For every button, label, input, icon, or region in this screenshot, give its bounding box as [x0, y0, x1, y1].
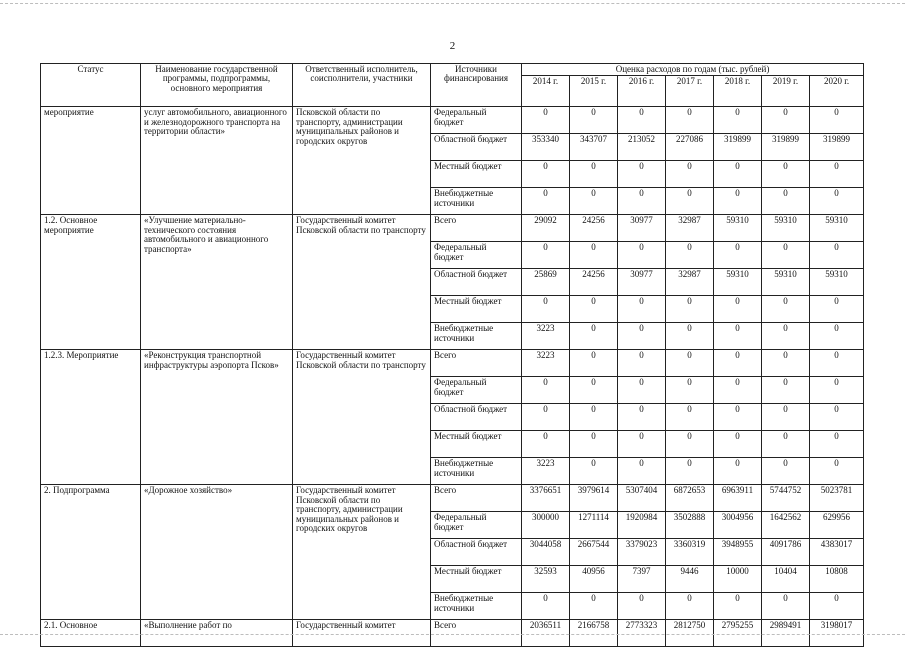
row-amount: 0: [570, 323, 618, 350]
header-year: 2020 г.: [810, 76, 864, 107]
row-amount: 0: [762, 161, 810, 188]
row-amount: 10404: [762, 566, 810, 593]
row-amount: 5023781: [810, 485, 864, 512]
row-amount: 0: [666, 242, 714, 269]
row-funding-source: Внебюджетные источники: [431, 593, 522, 620]
row-amount: 3379023: [618, 539, 666, 566]
row-amount: 3223: [522, 350, 570, 377]
row-amount: 30977: [618, 269, 666, 296]
row-amount: 0: [810, 350, 864, 377]
row-amount: 2812750: [666, 620, 714, 647]
row-amount: 0: [570, 161, 618, 188]
row-amount: 3223: [522, 323, 570, 350]
row-amount: 0: [714, 188, 762, 215]
row-amount: 0: [714, 350, 762, 377]
row-amount: 0: [810, 161, 864, 188]
row-funding-source: Всего: [431, 620, 522, 647]
row-funding-source: Областной бюджет: [431, 404, 522, 431]
row-funding-source: Областной бюджет: [431, 134, 522, 161]
row-amount: 353340: [522, 134, 570, 161]
row-funding-source: Местный бюджет: [431, 161, 522, 188]
row-amount: 0: [666, 350, 714, 377]
row-amount: 0: [810, 242, 864, 269]
row-amount: 32987: [666, 269, 714, 296]
row-amount: 3502888: [666, 512, 714, 539]
row-amount: 0: [618, 593, 666, 620]
row-amount: 0: [570, 458, 618, 485]
row-funding-source: Федеральный бюджет: [431, 377, 522, 404]
row-amount: 4091786: [762, 539, 810, 566]
row-amount: 0: [570, 431, 618, 458]
row-amount: 0: [762, 323, 810, 350]
row-amount: 6963911: [714, 485, 762, 512]
row-amount: 59310: [714, 215, 762, 242]
header-sources: Источники финансирования: [431, 64, 522, 107]
row-amount: 0: [570, 296, 618, 323]
table-row: [41, 485, 864, 512]
row-amount: 0: [762, 458, 810, 485]
row-amount: 0: [762, 404, 810, 431]
header-year: 2017 г.: [666, 76, 714, 107]
row-amount: 0: [810, 431, 864, 458]
header-responsible: Ответственный исполнитель, соисполнители, участники: [293, 64, 431, 107]
scan-bottom-edge: [0, 634, 905, 635]
row-status: 2.1. Основное: [41, 620, 141, 647]
row-amount: 0: [810, 323, 864, 350]
row-funding-source: Федеральный бюджет: [431, 512, 522, 539]
row-amount: 0: [666, 188, 714, 215]
row-amount: 0: [570, 593, 618, 620]
row-amount: 0: [666, 323, 714, 350]
table-row: [41, 215, 864, 242]
row-amount: 3198017: [810, 620, 864, 647]
row-amount: 0: [714, 404, 762, 431]
row-amount: 0: [570, 188, 618, 215]
row-amount: 0: [762, 593, 810, 620]
header-status: Статус: [41, 64, 141, 107]
row-amount: 0: [618, 350, 666, 377]
row-funding-source: Местный бюджет: [431, 296, 522, 323]
row-amount: 629956: [810, 512, 864, 539]
row-status: 1.2. Основное мероприятие: [41, 215, 141, 350]
header-year: 2015 г.: [570, 76, 618, 107]
row-funding-source: Внебюджетные источники: [431, 458, 522, 485]
row-amount: 319899: [762, 134, 810, 161]
row-amount: 0: [666, 593, 714, 620]
row-amount: 59310: [810, 269, 864, 296]
row-amount: 59310: [714, 269, 762, 296]
table-header: [41, 64, 864, 107]
row-funding-source: Всего: [431, 485, 522, 512]
row-amount: 32593: [522, 566, 570, 593]
budget-table: [40, 63, 864, 647]
row-amount: 0: [618, 377, 666, 404]
row-amount: 0: [618, 404, 666, 431]
row-amount: 0: [666, 107, 714, 134]
row-amount: 0: [522, 377, 570, 404]
row-funding-source: Внебюджетные источники: [431, 188, 522, 215]
row-amount: 7397: [618, 566, 666, 593]
row-program-name: «Дорожное хозяйство»: [141, 485, 293, 620]
row-amount: 1920984: [618, 512, 666, 539]
row-responsible: Государственный комитет Псковской области по транспорту: [293, 215, 431, 350]
row-amount: 343707: [570, 134, 618, 161]
row-amount: 0: [714, 323, 762, 350]
row-responsible: Государственный комитет Псковской области по транспорту, администрации муниципальных районов и городских округов: [293, 485, 431, 620]
row-funding-source: Местный бюджет: [431, 566, 522, 593]
row-amount: 0: [714, 377, 762, 404]
row-amount: 0: [522, 296, 570, 323]
row-amount: 0: [666, 161, 714, 188]
row-amount: 0: [714, 161, 762, 188]
row-amount: 3004956: [714, 512, 762, 539]
row-amount: 2667544: [570, 539, 618, 566]
row-amount: 40956: [570, 566, 618, 593]
row-amount: 0: [570, 242, 618, 269]
row-amount: 0: [522, 431, 570, 458]
row-funding-source: Федеральный бюджет: [431, 107, 522, 134]
row-amount: 0: [522, 107, 570, 134]
row-responsible: Государственный комитет: [293, 620, 431, 647]
row-amount: 0: [522, 404, 570, 431]
row-amount: 0: [522, 188, 570, 215]
row-amount: 319899: [714, 134, 762, 161]
row-amount: 5307404: [618, 485, 666, 512]
row-amount: 0: [666, 458, 714, 485]
row-amount: 0: [618, 188, 666, 215]
row-amount: 0: [618, 242, 666, 269]
row-amount: 0: [762, 188, 810, 215]
row-amount: 2166758: [570, 620, 618, 647]
row-amount: 0: [810, 458, 864, 485]
row-amount: 1271114: [570, 512, 618, 539]
header-name: Наименование государственной программы, подпрограммы, основного мероприятия: [141, 64, 293, 107]
row-amount: 0: [618, 296, 666, 323]
scan-top-edge: [0, 3, 905, 4]
row-funding-source: Федеральный бюджет: [431, 242, 522, 269]
row-amount: 0: [522, 593, 570, 620]
row-amount: 0: [570, 107, 618, 134]
row-amount: 0: [618, 431, 666, 458]
row-amount: 1642562: [762, 512, 810, 539]
row-amount: 227086: [666, 134, 714, 161]
row-amount: 0: [618, 107, 666, 134]
row-amount: 319899: [810, 134, 864, 161]
table-row: [41, 107, 864, 134]
row-amount: 0: [714, 458, 762, 485]
header-year: 2014 г.: [522, 76, 570, 107]
row-amount: 0: [714, 593, 762, 620]
row-amount: 0: [618, 161, 666, 188]
row-amount: 0: [570, 377, 618, 404]
row-program-name: услуг автомобильного, авиационного и железнодорожного транспорта на территории области»: [141, 107, 293, 215]
header-estimate: Оценка расходов по годам (тыс. рублей): [522, 64, 864, 76]
row-amount: 3979614: [570, 485, 618, 512]
row-amount: 29092: [522, 215, 570, 242]
row-amount: 59310: [762, 269, 810, 296]
row-amount: 24256: [570, 269, 618, 296]
row-amount: 0: [714, 107, 762, 134]
row-program-name: «Улучшение материально-технического состояния автомобильного и авиационного транспорта»: [141, 215, 293, 350]
row-amount: 0: [762, 296, 810, 323]
table-body: [41, 107, 864, 647]
row-amount: 59310: [810, 215, 864, 242]
header-year: 2018 г.: [714, 76, 762, 107]
row-funding-source: Внебюджетные источники: [431, 323, 522, 350]
row-amount: 24256: [570, 215, 618, 242]
row-amount: 3948955: [714, 539, 762, 566]
row-amount: 0: [522, 161, 570, 188]
row-amount: 0: [810, 377, 864, 404]
row-program-name: «Реконструкция транспортной инфраструктуры аэропорта Псков»: [141, 350, 293, 485]
row-amount: 2795255: [714, 620, 762, 647]
row-amount: 0: [666, 296, 714, 323]
header-year: 2016 г.: [618, 76, 666, 107]
row-amount: 9446: [666, 566, 714, 593]
row-amount: 0: [810, 188, 864, 215]
row-funding-source: Областной бюджет: [431, 539, 522, 566]
row-status: мероприятие: [41, 107, 141, 215]
row-responsible: Государственный комитет Псковской области по транспорту: [293, 350, 431, 485]
row-amount: 3376651: [522, 485, 570, 512]
table-row: [41, 350, 864, 377]
row-amount: 0: [810, 296, 864, 323]
row-funding-source: Местный бюджет: [431, 431, 522, 458]
row-amount: 10808: [810, 566, 864, 593]
row-amount: 30977: [618, 215, 666, 242]
row-amount: 2989491: [762, 620, 810, 647]
row-amount: 2036511: [522, 620, 570, 647]
row-amount: 3360319: [666, 539, 714, 566]
row-amount: 59310: [762, 215, 810, 242]
row-amount: 3044058: [522, 539, 570, 566]
row-amount: 0: [570, 350, 618, 377]
row-amount: 2773323: [618, 620, 666, 647]
row-amount: 0: [618, 458, 666, 485]
row-amount: 0: [666, 377, 714, 404]
row-amount: 0: [714, 296, 762, 323]
row-funding-source: Всего: [431, 350, 522, 377]
row-amount: 32987: [666, 215, 714, 242]
row-amount: 0: [666, 431, 714, 458]
row-program-name: «Выполнение работ по: [141, 620, 293, 647]
row-amount: 0: [762, 431, 810, 458]
row-amount: 10000: [714, 566, 762, 593]
row-amount: 0: [570, 404, 618, 431]
row-amount: 213052: [618, 134, 666, 161]
row-funding-source: Областной бюджет: [431, 269, 522, 296]
page-number: 2: [449, 40, 456, 52]
row-amount: 6872653: [666, 485, 714, 512]
row-amount: 0: [714, 242, 762, 269]
row-status: 1.2.3. Мероприятие: [41, 350, 141, 485]
row-amount: 0: [762, 350, 810, 377]
row-amount: 0: [762, 242, 810, 269]
row-amount: 0: [810, 404, 864, 431]
row-status: 2. Подпрограмма: [41, 485, 141, 620]
row-amount: 4383017: [810, 539, 864, 566]
row-amount: 0: [810, 107, 864, 134]
row-funding-source: Всего: [431, 215, 522, 242]
header-year: 2019 г.: [762, 76, 810, 107]
row-amount: 0: [810, 593, 864, 620]
row-amount: 0: [714, 431, 762, 458]
row-amount: 25869: [522, 269, 570, 296]
row-amount: 0: [762, 107, 810, 134]
row-amount: 0: [762, 377, 810, 404]
row-amount: 0: [522, 242, 570, 269]
row-amount: 0: [666, 404, 714, 431]
row-amount: 0: [618, 323, 666, 350]
row-amount: 5744752: [762, 485, 810, 512]
row-responsible: Псковской области по транспорту, администрации муниципальных районов и городских округов: [293, 107, 431, 215]
row-amount: 3223: [522, 458, 570, 485]
row-amount: 300000: [522, 512, 570, 539]
